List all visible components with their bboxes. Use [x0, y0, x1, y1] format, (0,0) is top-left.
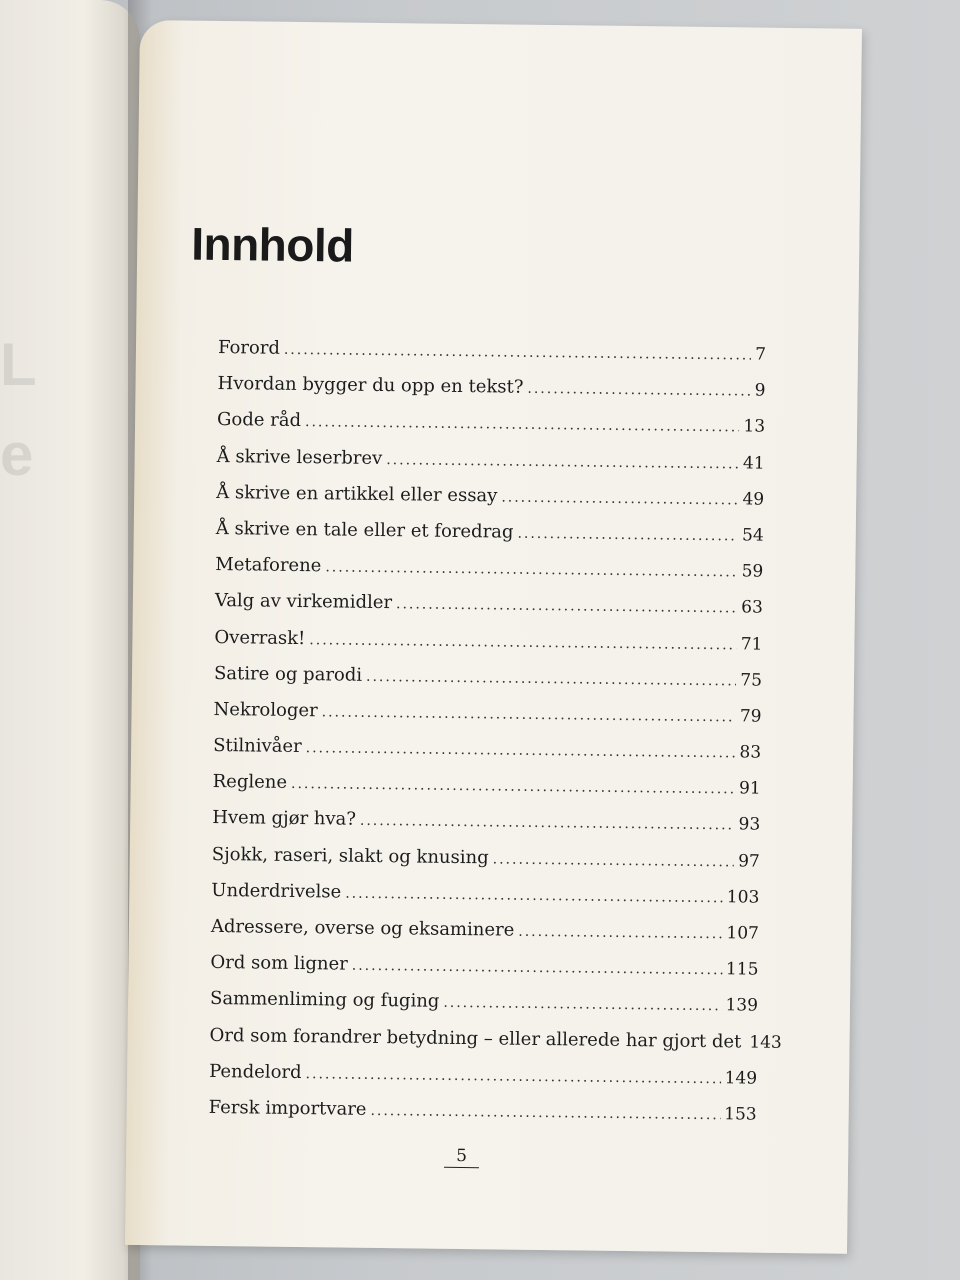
- toc-entry-page: 75: [740, 670, 763, 691]
- dot-leader: [345, 885, 723, 906]
- toc-entry-title: Sammenliming og fuging: [209, 988, 440, 1013]
- dot-leader: [284, 342, 751, 364]
- toc-entry-page: 9: [754, 380, 766, 401]
- toc-entry-page: 13: [743, 416, 766, 438]
- book-page: [125, 20, 862, 1254]
- dot-leader: [325, 559, 737, 580]
- dot-leader: [309, 632, 737, 653]
- toc-entry-page: 7: [755, 344, 767, 365]
- toc-entry-title: Gode råd: [216, 409, 302, 432]
- toc-entry: [208, 1097, 756, 1140]
- toc-entry-title: Nekrologer: [213, 698, 318, 722]
- toc-entry-title: Satire og parodi: [213, 662, 363, 686]
- toc-entry-title: Valg av virkemidler: [214, 590, 393, 614]
- dot-leader: [306, 740, 736, 761]
- show-through-text: L: [0, 331, 37, 398]
- toc-entry-page: 153: [724, 1104, 757, 1125]
- dot-leader: [360, 813, 735, 834]
- dot-leader: [501, 489, 738, 508]
- dot-leader: [518, 924, 722, 942]
- table-of-contents: [208, 336, 782, 1140]
- toc-entry-title: Forord: [217, 336, 281, 359]
- toc-entry-page: 49: [742, 489, 765, 510]
- toc-entry-page: 115: [725, 959, 759, 980]
- toc-entry-page: 143: [749, 1032, 782, 1053]
- dot-leader: [443, 995, 721, 1014]
- toc-entry-title: Ord som ligner: [210, 952, 348, 975]
- toc-entry-title: Pendelord: [209, 1060, 302, 1083]
- page-title: Innhold: [190, 217, 355, 272]
- dot-leader: [322, 704, 736, 725]
- toc-entry-page: 59: [741, 561, 764, 582]
- dot-leader: [386, 452, 739, 472]
- toc-entry-title: Å skrive en artikkel eller essay: [216, 481, 498, 507]
- show-through-text: e: [0, 421, 34, 488]
- toc-entry-title: Ord som forandrer betydning – eller allerede har gjort det: [209, 1024, 742, 1052]
- toc-entry-title: Adressere, overse og eksaminere: [210, 915, 515, 941]
- dot-leader: [370, 1103, 720, 1123]
- toc-entry-title: Fersk importvare: [208, 1096, 367, 1120]
- toc-entry-page: 103: [726, 887, 760, 908]
- toc-entry-page: 83: [739, 742, 762, 763]
- dot-leader: [493, 851, 735, 870]
- toc-entry-title: Hvem gjør hva?: [212, 807, 357, 831]
- dot-leader: [517, 526, 738, 545]
- dot-leader: [527, 381, 750, 400]
- toc-entry-title: Å skrive leserbrev: [216, 445, 383, 469]
- toc-entry-page: 93: [738, 814, 761, 836]
- toc-entry-page: 71: [740, 633, 763, 655]
- toc-entry-title: Overrask!: [214, 626, 306, 649]
- dot-leader: [291, 776, 735, 797]
- toc-entry-page: 97: [738, 850, 760, 872]
- toc-entry-title: Stilnivåer: [213, 735, 302, 758]
- dot-leader: [305, 414, 740, 435]
- toc-entry-page: 91: [738, 778, 761, 799]
- dot-leader: [352, 958, 722, 979]
- toc-entry-title: Reglene: [212, 771, 288, 794]
- left-facing-page: [0, 0, 140, 1280]
- toc-entry-page: 41: [742, 452, 765, 474]
- toc-entry-page: 149: [724, 1067, 758, 1089]
- toc-entry-page: 79: [739, 706, 762, 727]
- dot-leader: [396, 596, 737, 616]
- toc-entry-title: Å skrive en tale eller et foredrag: [215, 517, 514, 543]
- toc-entry-page: 63: [741, 597, 763, 618]
- page-number: 5: [444, 1146, 479, 1168]
- toc-entry-page: 54: [741, 525, 764, 546]
- toc-entry-page: 107: [726, 923, 760, 944]
- dot-leader: [366, 668, 736, 689]
- toc-entry-title: Hvordan bygger du opp en tekst?: [217, 373, 524, 398]
- toc-entry-title: Sjokk, raseri, slakt og knusing: [211, 843, 489, 868]
- toc-entry-title: Underdrivelse: [211, 879, 342, 903]
- dot-leader: [305, 1066, 720, 1087]
- toc-entry-page: 139: [725, 995, 759, 1016]
- toc-entry-title: Metaforene: [215, 554, 322, 577]
